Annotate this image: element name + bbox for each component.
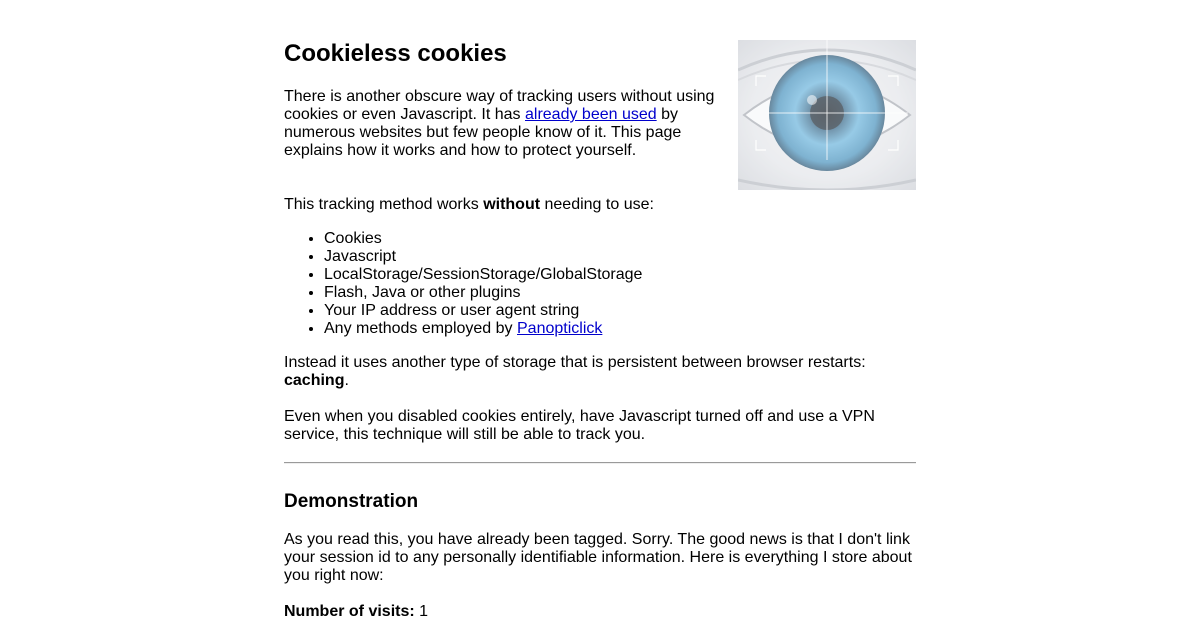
even-paragraph: Even when you disabled cookies entirely, have Javascript turned off and use a VPN service, this technique will still be able to track you. <box>284 408 875 443</box>
instead-end: . <box>344 372 349 389</box>
works-text-end: needing to use: <box>540 196 654 213</box>
list-item-text: Any methods employed by <box>324 320 517 337</box>
list-item <box>324 320 916 338</box>
intro-text-start: There is another obscure way of tracking users without using cookies or even Javascript. It has <box>284 88 715 123</box>
list-item: • LocalStorage/SessionStorage/GlobalStorage <box>324 266 916 284</box>
list-item: • Flash, Java or other plugins <box>324 284 916 302</box>
section-divider <box>284 462 916 464</box>
intro-text-end: by numerous websites but few people know of it. This page explains how it works and how to protect yourself. <box>284 106 682 159</box>
instead-text: Instead it uses another type of storage that is persistent between browser restarts: <box>284 354 866 371</box>
tracking-methods-list <box>284 230 916 338</box>
visits-value: 1 <box>419 603 429 620</box>
caching-emphasis: caching <box>284 372 345 389</box>
visits-label: Number of visits: <box>284 603 415 620</box>
demonstration-heading: Demonstration <box>284 491 419 512</box>
works-text-start: This tracking method works <box>284 196 484 213</box>
list-item: • Cookies <box>324 230 916 248</box>
list-item: • Javascript <box>324 248 916 266</box>
visits-readout <box>284 603 916 621</box>
already-been-used-link[interactable]: already been used <box>525 106 657 123</box>
works-emphasis: without <box>483 196 541 213</box>
demonstration-paragraph: As you read this, you have already been tagged. Sorry. The good news is that I don't link your session id to any personally identifiable information. Here is everything I store about you right now: <box>284 531 912 584</box>
list-item: • Your IP address or user agent string <box>324 302 916 320</box>
works-paragraph <box>284 196 916 214</box>
eye-scan-icon <box>738 40 916 190</box>
instead-paragraph <box>284 354 916 390</box>
panopticlick-link[interactable]: Panopticlick <box>517 320 603 337</box>
intro-paragraph <box>284 88 724 160</box>
page-title: Cookieless cookies <box>284 40 507 67</box>
